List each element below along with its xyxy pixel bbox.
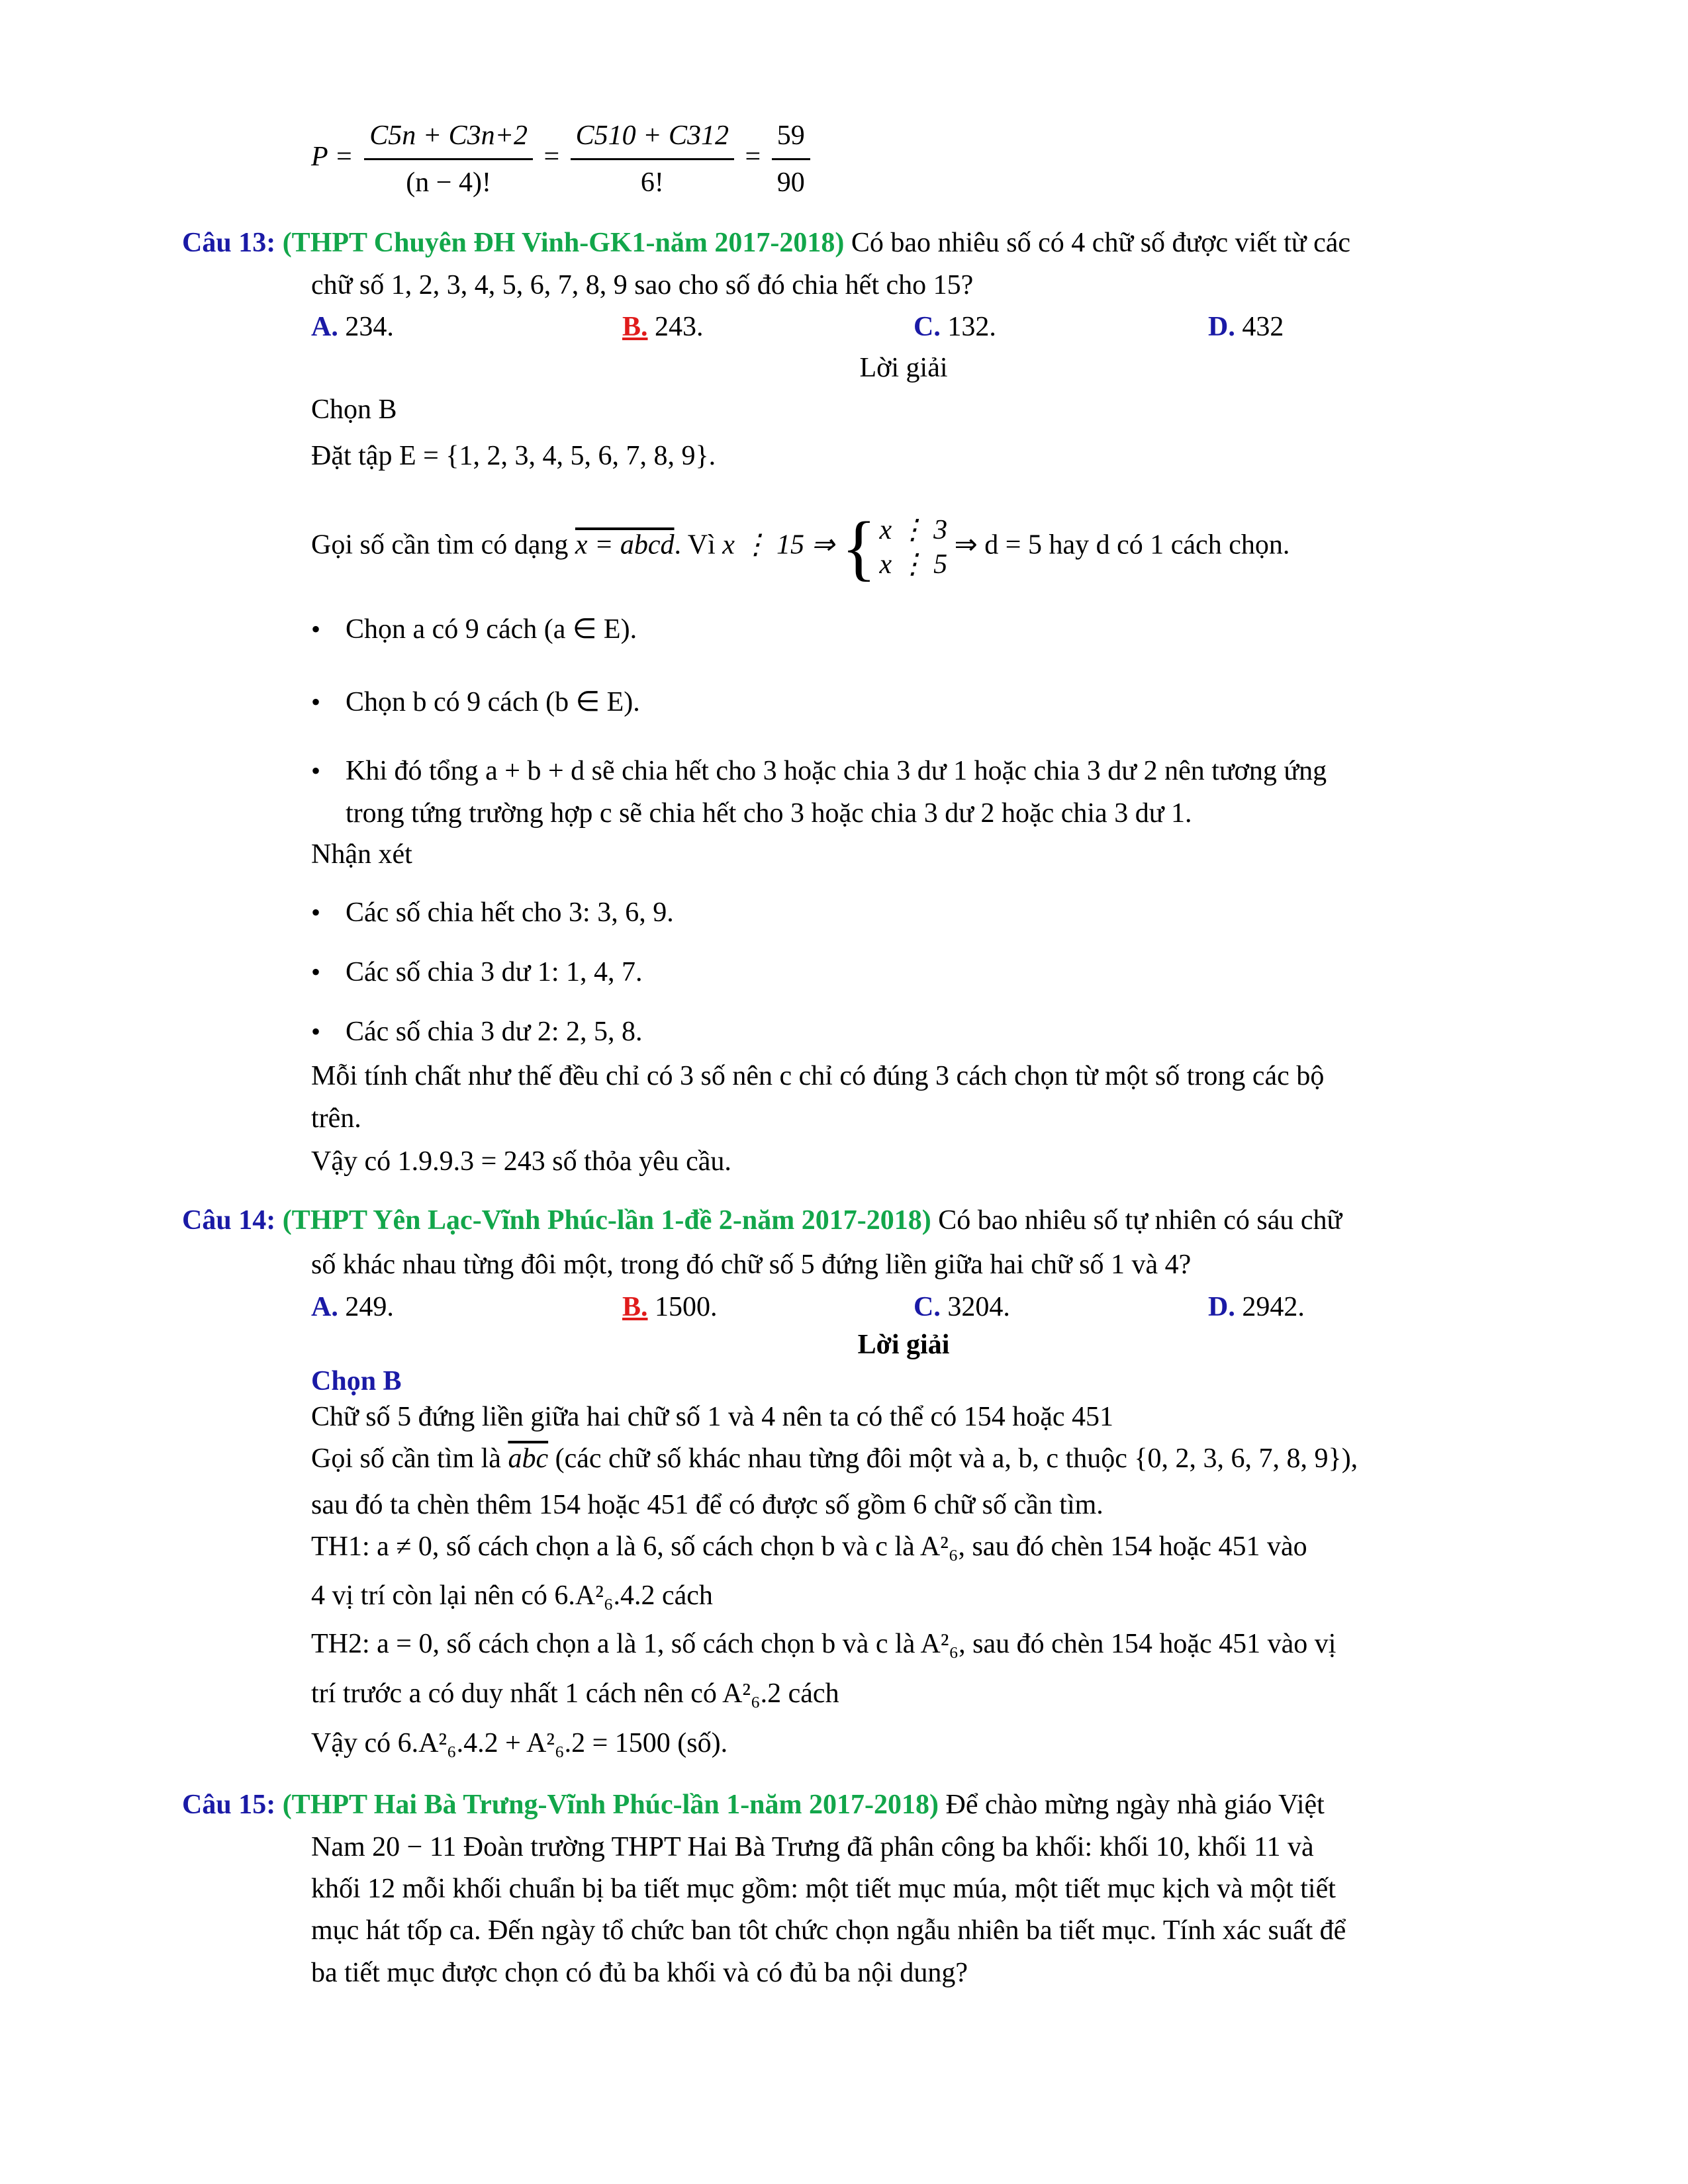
q14-line-3: sau đó ta chèn thêm 154 hoặc 451 để có được số gồm 6 chữ số cần tìm. — [311, 1490, 1103, 1520]
q13-heading — [182, 224, 1350, 262]
q14-option-d-letter: D. — [1208, 1292, 1235, 1322]
q14-option-c-letter: C. — [914, 1292, 941, 1322]
q13-form-div: x ⋮ 15 ⇒ — [722, 529, 835, 561]
q13-conclusion-2: trên. — [311, 1103, 361, 1134]
q15-text2: Nam 20 − 11 Đoàn trường THPT Hai Bà Trưng đã phân công ba khối: khối 10, khối 11 và — [311, 1832, 1314, 1862]
q14-option-a — [311, 1288, 394, 1326]
q13-option-d — [1208, 308, 1284, 346]
formula-frac-3 — [772, 116, 810, 203]
q14-text1: Có bao nhiêu số tự nhiên có sáu chữ — [938, 1205, 1342, 1236]
formula-frac-2-den: 6! — [640, 167, 664, 198]
formula-frac-2-num: C510 + C312 — [571, 116, 734, 160]
q13-text1: Có bao nhiêu số có 4 chữ số được viết từ các — [851, 228, 1350, 258]
q14-text2: số khác nhau từng đôi một, trong đó chữ số 5 đứng liền giữa hai chữ số 1 và 4? — [311, 1250, 1192, 1280]
q15-label: Câu 15: — [182, 1790, 276, 1820]
q14-line-2-abc: $\overline{abc}$ — [508, 1443, 549, 1474]
q14-option-b-letter: B. — [622, 1292, 648, 1322]
q15-text5: ba tiết mục được chọn có đủ ba khối và có đủ ba nội dung? — [311, 1958, 968, 1988]
q13-remark-1: Các số chia hết cho 3: 3, 6, 9. — [346, 897, 674, 928]
formula-eq-2: = — [745, 142, 761, 173]
q14-line-2-post: (các chữ số khác nhau từng đôi một và a, b, c thuộc {0, 2, 3, 6, 7, 8, 9}), — [555, 1443, 1358, 1474]
formula-frac-1 — [364, 116, 533, 203]
bullet-icon: • — [311, 756, 321, 786]
q13-option-c-letter: C. — [914, 312, 941, 342]
q13-option-d-value: 432 — [1242, 312, 1284, 342]
q14-conclusion: Vậy có 6.A²₆.4.2 + A²₆.2 = 1500 (số). — [311, 1728, 728, 1758]
q14-option-c-value: 3204. — [947, 1292, 1010, 1322]
q13-form-line — [311, 507, 1290, 588]
q15-text3: khối 12 mỗi khối chuẩn bị ba tiết mục gồm: một tiết mục múa, một tiết mục kịch và một tiết — [311, 1874, 1336, 1904]
q13-form-pre: Gọi số cần tìm có dạng — [311, 529, 569, 561]
q14-option-a-value: 249. — [345, 1292, 394, 1322]
bullet-icon: • — [311, 957, 321, 987]
q13-form-x: x = abcd — [575, 529, 675, 561]
q15-text1: Để chào mừng ngày nhà giáo Việt — [945, 1790, 1325, 1820]
q14-label: Câu 14: — [182, 1205, 276, 1236]
q13-option-b-value: 243. — [655, 312, 704, 342]
q13-option-c-value: 132. — [947, 312, 996, 342]
q14-option-a-letter: A. — [311, 1292, 338, 1322]
q13-form-vi: . Vì — [674, 529, 716, 561]
q13-system-2: x ⋮ 5 — [879, 549, 948, 580]
q14-th1-a: TH1: a ≠ 0, số cách chọn a là 6, số cách chọn b và c là A²₆, sau đó chèn 154 hoặc 451 vào — [311, 1531, 1307, 1562]
q13-text2: chữ số 1, 2, 3, 4, 5, 6, 7, 8, 9 sao cho số đó chia hết cho 15? — [311, 270, 974, 300]
q13-option-a-value: 234. — [345, 312, 394, 342]
q14-option-b-value: 1500. — [655, 1292, 718, 1322]
formula-frac-3-den: 90 — [776, 167, 805, 198]
bullet-icon: • — [311, 687, 321, 717]
q13-label: Câu 13: — [182, 228, 276, 258]
q14-th2-a: TH2: a = 0, số cách chọn a là 1, số cách chọn b và c là A²₆, sau đó chèn 154 hoặc 451 vào vị — [311, 1629, 1336, 1659]
q13-option-c — [914, 308, 996, 346]
q13-form-post: ⇒ d = 5 hay d có 1 cách chọn. — [954, 529, 1290, 561]
formula-frac-3-num: 59 — [772, 116, 810, 160]
q13-remark: Nhận xét — [311, 839, 412, 870]
formula-eq: = — [543, 142, 560, 173]
q13-bullet-3a: Khi đó tổng a + b + d sẽ chia hết cho 3 hoặc chia 3 dư 1 hoặc chia 3 dư 2 nên tương ứng — [346, 756, 1327, 786]
q13-bullet-1: Chọn a có 9 cách (a ∈ E). — [346, 614, 637, 645]
q13-system-1: x ⋮ 3 — [879, 515, 948, 545]
q13-solution-title: Lời giải — [859, 353, 948, 383]
q14-th2-b: trí trước a có duy nhất 1 cách nên có A²₆.2 cách — [311, 1678, 839, 1709]
q13-system — [879, 513, 947, 582]
q15-heading — [182, 1786, 1325, 1824]
formula-frac-2 — [571, 116, 734, 203]
q15-text4: mục hát tốp ca. Đến ngày tổ chức ban tôt chức chọn ngẫu nhiên ba tiết mục. Tính xác suất để — [311, 1915, 1346, 1946]
q14-option-d-value: 2942. — [1242, 1292, 1305, 1322]
q13-remark-2: Các số chia 3 dư 1: 1, 4, 7. — [346, 957, 643, 987]
bullet-icon: • — [311, 897, 321, 927]
formula-frac-1-den: (n − 4)! — [406, 167, 491, 198]
q14-option-c — [914, 1288, 1010, 1326]
formula-p — [311, 116, 814, 203]
q13-set-line: Đặt tập E = {1, 2, 3, 4, 5, 6, 7, 8, 9}. — [311, 441, 716, 471]
q13-source: (THPT Chuyên ĐH Vinh-GK1-năm 2017-2018) — [282, 228, 845, 258]
q14-th1-b: 4 vị trí còn lại nên có 6.A²₆.4.2 cách — [311, 1580, 713, 1611]
q13-conclusion-3: Vậy có 1.9.9.3 = 243 số thỏa yêu cầu. — [311, 1146, 731, 1177]
q13-conclusion-1: Mỗi tính chất như thế đều chỉ có 3 số nên c chỉ có đúng 3 cách chọn từ một số trong các bộ — [311, 1061, 1325, 1091]
q14-line-2-pre: Gọi số cần tìm là — [311, 1443, 501, 1474]
q14-line-1: Chữ số 5 đứng liền giữa hai chữ số 1 và 4 nên ta có thể có 154 hoặc 451 — [311, 1402, 1113, 1432]
q13-bullet-2: Chọn b có 9 cách (b ∈ E). — [346, 687, 640, 717]
q13-option-a-letter: A. — [311, 312, 338, 342]
q13-system-brace: { — [841, 507, 876, 588]
q13-bullet-3b: trong tứng trường hợp c sẽ chia hết cho 3 hoặc chia 3 dư 2 hoặc chia 3 dư 1. — [346, 798, 1192, 829]
q13-option-d-letter: D. — [1208, 312, 1235, 342]
q13-choose: Chọn B — [311, 394, 397, 425]
bullet-icon: • — [311, 1017, 321, 1046]
formula-frac-1-num: C5n + C3n+2 — [364, 116, 533, 160]
q13-remark-3: Các số chia 3 dư 2: 2, 5, 8. — [346, 1017, 643, 1047]
q14-source: (THPT Yên Lạc-Vĩnh Phúc-lần 1-đề 2-năm 2017-2018) — [282, 1205, 931, 1236]
q13-option-b-letter: B. — [622, 312, 648, 342]
bullet-icon: • — [311, 614, 321, 644]
q14-heading — [182, 1201, 1342, 1240]
q14-option-b — [622, 1288, 718, 1326]
q14-choose: Chọn B — [311, 1366, 402, 1396]
q14-option-d — [1208, 1288, 1305, 1326]
q14-solution-title: Lời giải — [857, 1330, 950, 1360]
q15-source: (THPT Hai Bà Trưng-Vĩnh Phúc-lần 1-năm 2017-2018) — [282, 1790, 939, 1820]
q14-line-2 — [311, 1439, 1358, 1478]
q13-option-b — [622, 308, 704, 346]
q13-option-a — [311, 308, 394, 346]
formula-lhs: P = — [311, 142, 353, 173]
